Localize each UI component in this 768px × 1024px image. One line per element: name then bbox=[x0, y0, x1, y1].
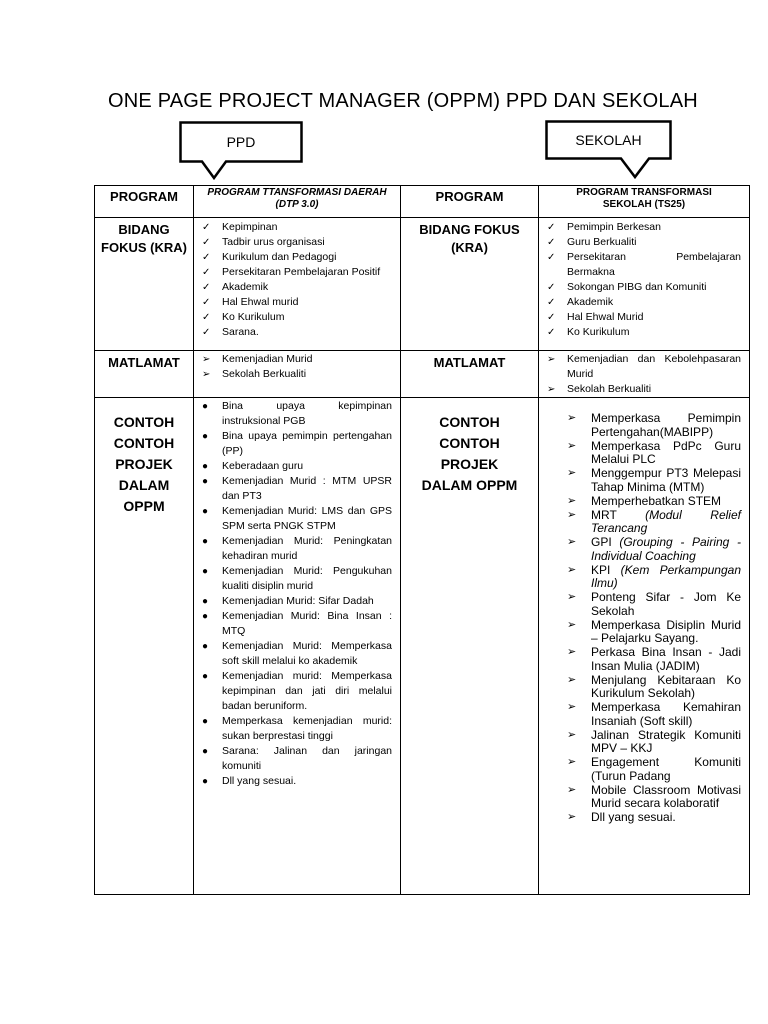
arrow-icon: ➢ bbox=[547, 354, 556, 365]
ppd-callout-shape bbox=[179, 121, 303, 183]
contoh-label-right-line: CONTOH bbox=[439, 435, 500, 451]
list-item-text: Kemenjadian Murid: LMS dan GPS SPM serta PNGK STPM bbox=[222, 505, 392, 532]
table-header-row bbox=[95, 186, 750, 218]
matlamat-row bbox=[95, 351, 750, 398]
list-item-text: Kemenjadian Murid: Bina Insan : MTQ bbox=[222, 610, 392, 637]
arrow-icon: ➢ bbox=[567, 811, 577, 823]
matlamat-ppd-list bbox=[194, 351, 400, 382]
arrow-icon: ➢ bbox=[567, 701, 577, 713]
list-item bbox=[547, 250, 741, 280]
kra-label-right bbox=[401, 218, 538, 257]
list-item bbox=[567, 782, 741, 811]
header-ts25-line1: PROGRAM TRANSFORMASI bbox=[576, 187, 712, 198]
contoh-label-right-line: CONTOH bbox=[439, 414, 500, 430]
list-item bbox=[567, 617, 741, 646]
list-item-text: Mobile Classroom Motivasi Murid secara kolaboratif bbox=[591, 782, 741, 810]
sekolah-callout bbox=[545, 120, 672, 182]
list-item-text: Menjulang Kebitaraan Ko Kurikulum Sekolah) bbox=[591, 672, 741, 700]
list-item bbox=[202, 235, 392, 250]
bullet-icon: ● bbox=[202, 476, 209, 487]
arrow-icon: ➢ bbox=[567, 646, 577, 658]
list-item bbox=[202, 280, 392, 295]
check-icon: ✓ bbox=[547, 222, 556, 233]
arrow-icon: ➢ bbox=[567, 728, 577, 741]
list-item bbox=[547, 382, 741, 397]
bullet-icon: ● bbox=[202, 746, 209, 757]
list-item bbox=[567, 700, 741, 728]
list-item bbox=[567, 535, 741, 563]
list-item-text: Sarana: Jalinan dan jaringan komuniti bbox=[222, 745, 392, 772]
list-item-text: Engagement Komuniti (Turun Padang bbox=[591, 755, 741, 783]
oppm-table bbox=[94, 185, 750, 895]
check-icon: ✓ bbox=[202, 222, 211, 233]
header-dtp-line2: (DTP 3.0) bbox=[275, 199, 319, 210]
contoh-sekolah-list bbox=[539, 398, 749, 825]
list-item-text: Kemenjadian Murid : MTM UPSR dan PT3 bbox=[222, 475, 392, 502]
list-item-text: Memperkasa Kemahiran Insaniah (Soft skill) bbox=[591, 700, 741, 728]
list-item-text: Dll yang sesuai. bbox=[591, 810, 676, 824]
list-item-text: Kemenjadian Murid: Sifar Dadah bbox=[222, 595, 374, 607]
list-item-text: Ko Kurikulum bbox=[222, 311, 285, 323]
arrow-icon: ➢ bbox=[547, 384, 556, 395]
kra-label-left-line2: FOKUS (KRA) bbox=[101, 240, 187, 255]
bullet-icon: ● bbox=[202, 671, 209, 682]
list-item-text: Ponteng Sifar - Jom Ke Sekolah bbox=[591, 590, 741, 618]
list-item-text: Tadbir urus organisasi bbox=[222, 236, 325, 248]
list-item bbox=[547, 295, 741, 310]
list-item bbox=[202, 504, 392, 534]
list-item-text: KPI bbox=[591, 562, 621, 577]
list-item-text: Memperkasa Pemimpin Pertengahan(MABIPP) bbox=[591, 411, 741, 439]
list-item bbox=[202, 352, 392, 367]
bullet-icon: ● bbox=[202, 401, 209, 412]
list-item-text: Akademik bbox=[567, 296, 614, 308]
list-item-text: Kemenjadian Murid: Pengukuhan kualiti disiplin murid bbox=[222, 565, 392, 592]
list-item-text: Sokongan PIBG dan Komuniti bbox=[567, 281, 707, 293]
kra-label-left-line1: BIDANG bbox=[118, 222, 170, 237]
check-icon: ✓ bbox=[547, 297, 556, 308]
list-item-text: Kemenjadian Murid bbox=[222, 353, 313, 365]
contoh-label-right-line: PROJEK bbox=[440, 456, 499, 472]
list-item-italic: (Grouping - Pairing - Individual Coaching bbox=[591, 535, 741, 563]
list-item bbox=[202, 474, 392, 504]
list-item bbox=[547, 325, 741, 340]
check-icon: ✓ bbox=[547, 312, 556, 323]
list-item bbox=[202, 564, 392, 594]
list-item bbox=[567, 727, 741, 756]
list-item-text: Perkasa Bina Insan - Jadi Insan Mulia (JADIM) bbox=[591, 645, 741, 673]
header-program-left: PROGRAM bbox=[110, 189, 178, 204]
list-item-text: Hal Ehwal murid bbox=[222, 296, 299, 308]
header-ts25 bbox=[539, 186, 749, 212]
kra-row bbox=[95, 218, 750, 351]
list-item-text: Bina upaya pemimpin pertengahan (PP) bbox=[222, 430, 392, 457]
arrow-icon: ➢ bbox=[202, 369, 211, 380]
bullet-icon: ● bbox=[202, 566, 209, 577]
arrow-icon: ➢ bbox=[567, 508, 577, 521]
contoh-label-right bbox=[401, 398, 538, 496]
arrow-icon: ➢ bbox=[567, 412, 577, 424]
arrow-icon: ➢ bbox=[567, 591, 577, 603]
list-item bbox=[202, 459, 392, 474]
kra-label-right-line2: (KRA) bbox=[451, 240, 488, 255]
check-icon: ✓ bbox=[547, 282, 556, 293]
list-item bbox=[202, 639, 392, 669]
kra-ppd-list bbox=[194, 218, 400, 340]
arrow-icon: ➢ bbox=[567, 618, 577, 631]
list-item-text: GPI bbox=[591, 535, 620, 549]
list-item bbox=[202, 265, 392, 280]
list-item-text: Sarana. bbox=[222, 326, 259, 338]
check-icon: ✓ bbox=[202, 327, 211, 338]
list-item bbox=[202, 534, 392, 564]
list-item-text: Ko Kurikulum bbox=[567, 326, 630, 338]
list-item bbox=[202, 250, 392, 265]
list-item bbox=[567, 493, 741, 509]
arrow-icon: ➢ bbox=[567, 563, 577, 576]
list-item bbox=[567, 411, 741, 439]
bullet-icon: ● bbox=[202, 776, 209, 787]
list-item bbox=[567, 562, 741, 591]
list-item-text: Kemenjadian Murid: Memperkasa soft skill melalui ko akademik bbox=[222, 640, 392, 667]
header-ts25-line2: SEKOLAH (TS25) bbox=[602, 199, 686, 210]
list-item-text: Hal Ehwal Murid bbox=[567, 311, 644, 323]
check-icon: ✓ bbox=[202, 297, 211, 308]
list-item bbox=[202, 429, 392, 459]
list-item-text: Kurikulum dan Pedagogi bbox=[222, 251, 337, 263]
list-item bbox=[547, 352, 741, 382]
arrow-icon: ➢ bbox=[567, 673, 577, 686]
list-item bbox=[202, 220, 392, 235]
list-item-text: Kemenjadian murid: Memperkasa kepimpinan dan jati diri melalui badan beruniform. bbox=[222, 670, 392, 712]
list-item bbox=[202, 714, 392, 744]
matlamat-label-right: MATLAMAT bbox=[433, 355, 506, 370]
list-item-text: Kemenjadian Murid: Peningkatan kehadiran murid bbox=[222, 535, 392, 562]
list-item-text: Memperkasa kemenjadian murid: sukan berprestasi tinggi bbox=[222, 715, 392, 742]
list-item-text: Memperhebatkan STEM bbox=[591, 493, 722, 508]
list-item bbox=[202, 609, 392, 639]
list-item-text: Sekolah Berkualiti bbox=[222, 368, 307, 380]
arrow-icon: ➢ bbox=[567, 467, 577, 479]
list-item-text: Menggempur PT3 Melepasi Tahap Minima (MTM) bbox=[591, 466, 741, 494]
check-icon: ✓ bbox=[202, 237, 211, 248]
sekolah-callout-shape bbox=[545, 120, 672, 182]
check-icon: ✓ bbox=[202, 282, 211, 293]
arrow-icon: ➢ bbox=[567, 536, 577, 548]
bullet-icon: ● bbox=[202, 716, 209, 727]
list-item bbox=[202, 594, 392, 609]
ppd-callout bbox=[179, 121, 303, 183]
arrow-icon: ➢ bbox=[567, 494, 577, 507]
bullet-icon: ● bbox=[202, 641, 209, 652]
bullet-icon: ● bbox=[202, 431, 209, 442]
list-item-text: Jalinan Strategik Komuniti MPV – KKJ bbox=[591, 727, 741, 755]
list-item bbox=[202, 744, 392, 774]
list-item-text: Pemimpin Berkesan bbox=[567, 221, 661, 233]
list-item-text: Kemenjadian dan Kebolehpasaran Murid bbox=[567, 353, 741, 380]
arrow-icon: ➢ bbox=[567, 783, 577, 796]
contoh-label-left bbox=[95, 398, 193, 517]
list-item-italic: (Modul Relief Terancang bbox=[591, 507, 741, 535]
list-item bbox=[567, 466, 741, 494]
arrow-icon: ➢ bbox=[202, 354, 211, 365]
header-dtp bbox=[194, 186, 400, 212]
check-icon: ✓ bbox=[202, 267, 211, 278]
list-item bbox=[567, 438, 741, 467]
matlamat-sekolah-list bbox=[539, 351, 749, 397]
ppd-callout-label: PPD bbox=[226, 134, 256, 150]
contoh-ppd-list bbox=[194, 398, 400, 789]
arrow-icon: ➢ bbox=[567, 756, 577, 768]
bullet-icon: ● bbox=[202, 461, 209, 472]
matlamat-label-left: MATLAMAT bbox=[108, 355, 180, 370]
list-item bbox=[567, 755, 741, 783]
list-item-text: Memperkasa PdPc Guru Melalui PLC bbox=[591, 438, 741, 466]
list-item bbox=[202, 774, 392, 789]
contoh-label-left-line: CONTOH bbox=[113, 414, 175, 430]
contoh-label-right-line: DALAM OPPM bbox=[421, 477, 518, 493]
list-item bbox=[567, 645, 741, 673]
check-icon: ✓ bbox=[547, 327, 556, 338]
list-item-text: Akademik bbox=[222, 281, 269, 293]
list-item bbox=[202, 669, 392, 714]
list-item bbox=[567, 507, 741, 536]
bullet-icon: ● bbox=[202, 536, 209, 547]
kra-label-right-line1: BIDANG FOKUS bbox=[419, 222, 520, 237]
arrow-icon: ➢ bbox=[567, 439, 577, 452]
list-item-text: MRT bbox=[591, 507, 646, 522]
list-item-text: Kepimpinan bbox=[222, 221, 278, 233]
list-item bbox=[202, 325, 392, 340]
contoh-label-left-line: PROJEK bbox=[115, 456, 173, 472]
contoh-label-left-line: DALAM bbox=[118, 477, 170, 493]
kra-label-left bbox=[95, 218, 193, 257]
list-item bbox=[567, 590, 741, 618]
contoh-label-left-line: OPPM bbox=[123, 498, 165, 514]
list-item-text: Sekolah Berkualiti bbox=[567, 383, 652, 395]
list-item bbox=[547, 280, 741, 295]
list-item-italic: (Kem Perkampungan Ilmu) bbox=[591, 562, 741, 590]
bullet-icon: ● bbox=[202, 611, 209, 622]
list-item bbox=[567, 672, 741, 701]
check-icon: ✓ bbox=[202, 312, 211, 323]
list-item bbox=[547, 220, 741, 235]
kra-sekolah-list bbox=[539, 218, 749, 340]
contoh-label-left-line: CONTOH bbox=[113, 435, 175, 451]
check-icon: ✓ bbox=[202, 252, 211, 263]
bullet-icon: ● bbox=[202, 506, 209, 517]
check-icon: ✓ bbox=[547, 252, 556, 263]
header-program-right: PROGRAM bbox=[435, 189, 504, 204]
page-title: ONE PAGE PROJECT MANAGER (OPPM) PPD DAN SEKOLAH bbox=[108, 90, 698, 112]
list-item bbox=[567, 810, 741, 825]
list-item bbox=[547, 310, 741, 325]
list-item-text: Dll yang sesuai. bbox=[222, 775, 297, 787]
check-icon: ✓ bbox=[547, 237, 556, 248]
list-item-text: Persekitaran Pembelajaran Bermakna bbox=[567, 251, 741, 278]
list-item bbox=[202, 367, 392, 382]
list-item-text: Guru Berkualiti bbox=[567, 236, 637, 248]
list-item-text: Bina upaya kepimpinan instruksional PGB bbox=[222, 400, 392, 427]
list-item bbox=[202, 310, 392, 325]
bullet-icon: ● bbox=[202, 596, 209, 607]
list-item-text: Persekitaran Pembelajaran Positif bbox=[222, 266, 381, 278]
list-item-text: Keberadaan guru bbox=[222, 460, 304, 472]
contoh-row bbox=[95, 398, 750, 895]
header-dtp-line1: PROGRAM TTANSFORMASI DAERAH bbox=[207, 187, 387, 198]
list-item-text: Memperkasa Disiplin Murid – Pelajarku Sayang. bbox=[591, 617, 741, 645]
list-item bbox=[202, 295, 392, 310]
list-item bbox=[547, 235, 741, 250]
sekolah-callout-label: SEKOLAH bbox=[575, 132, 642, 148]
list-item bbox=[202, 399, 392, 429]
